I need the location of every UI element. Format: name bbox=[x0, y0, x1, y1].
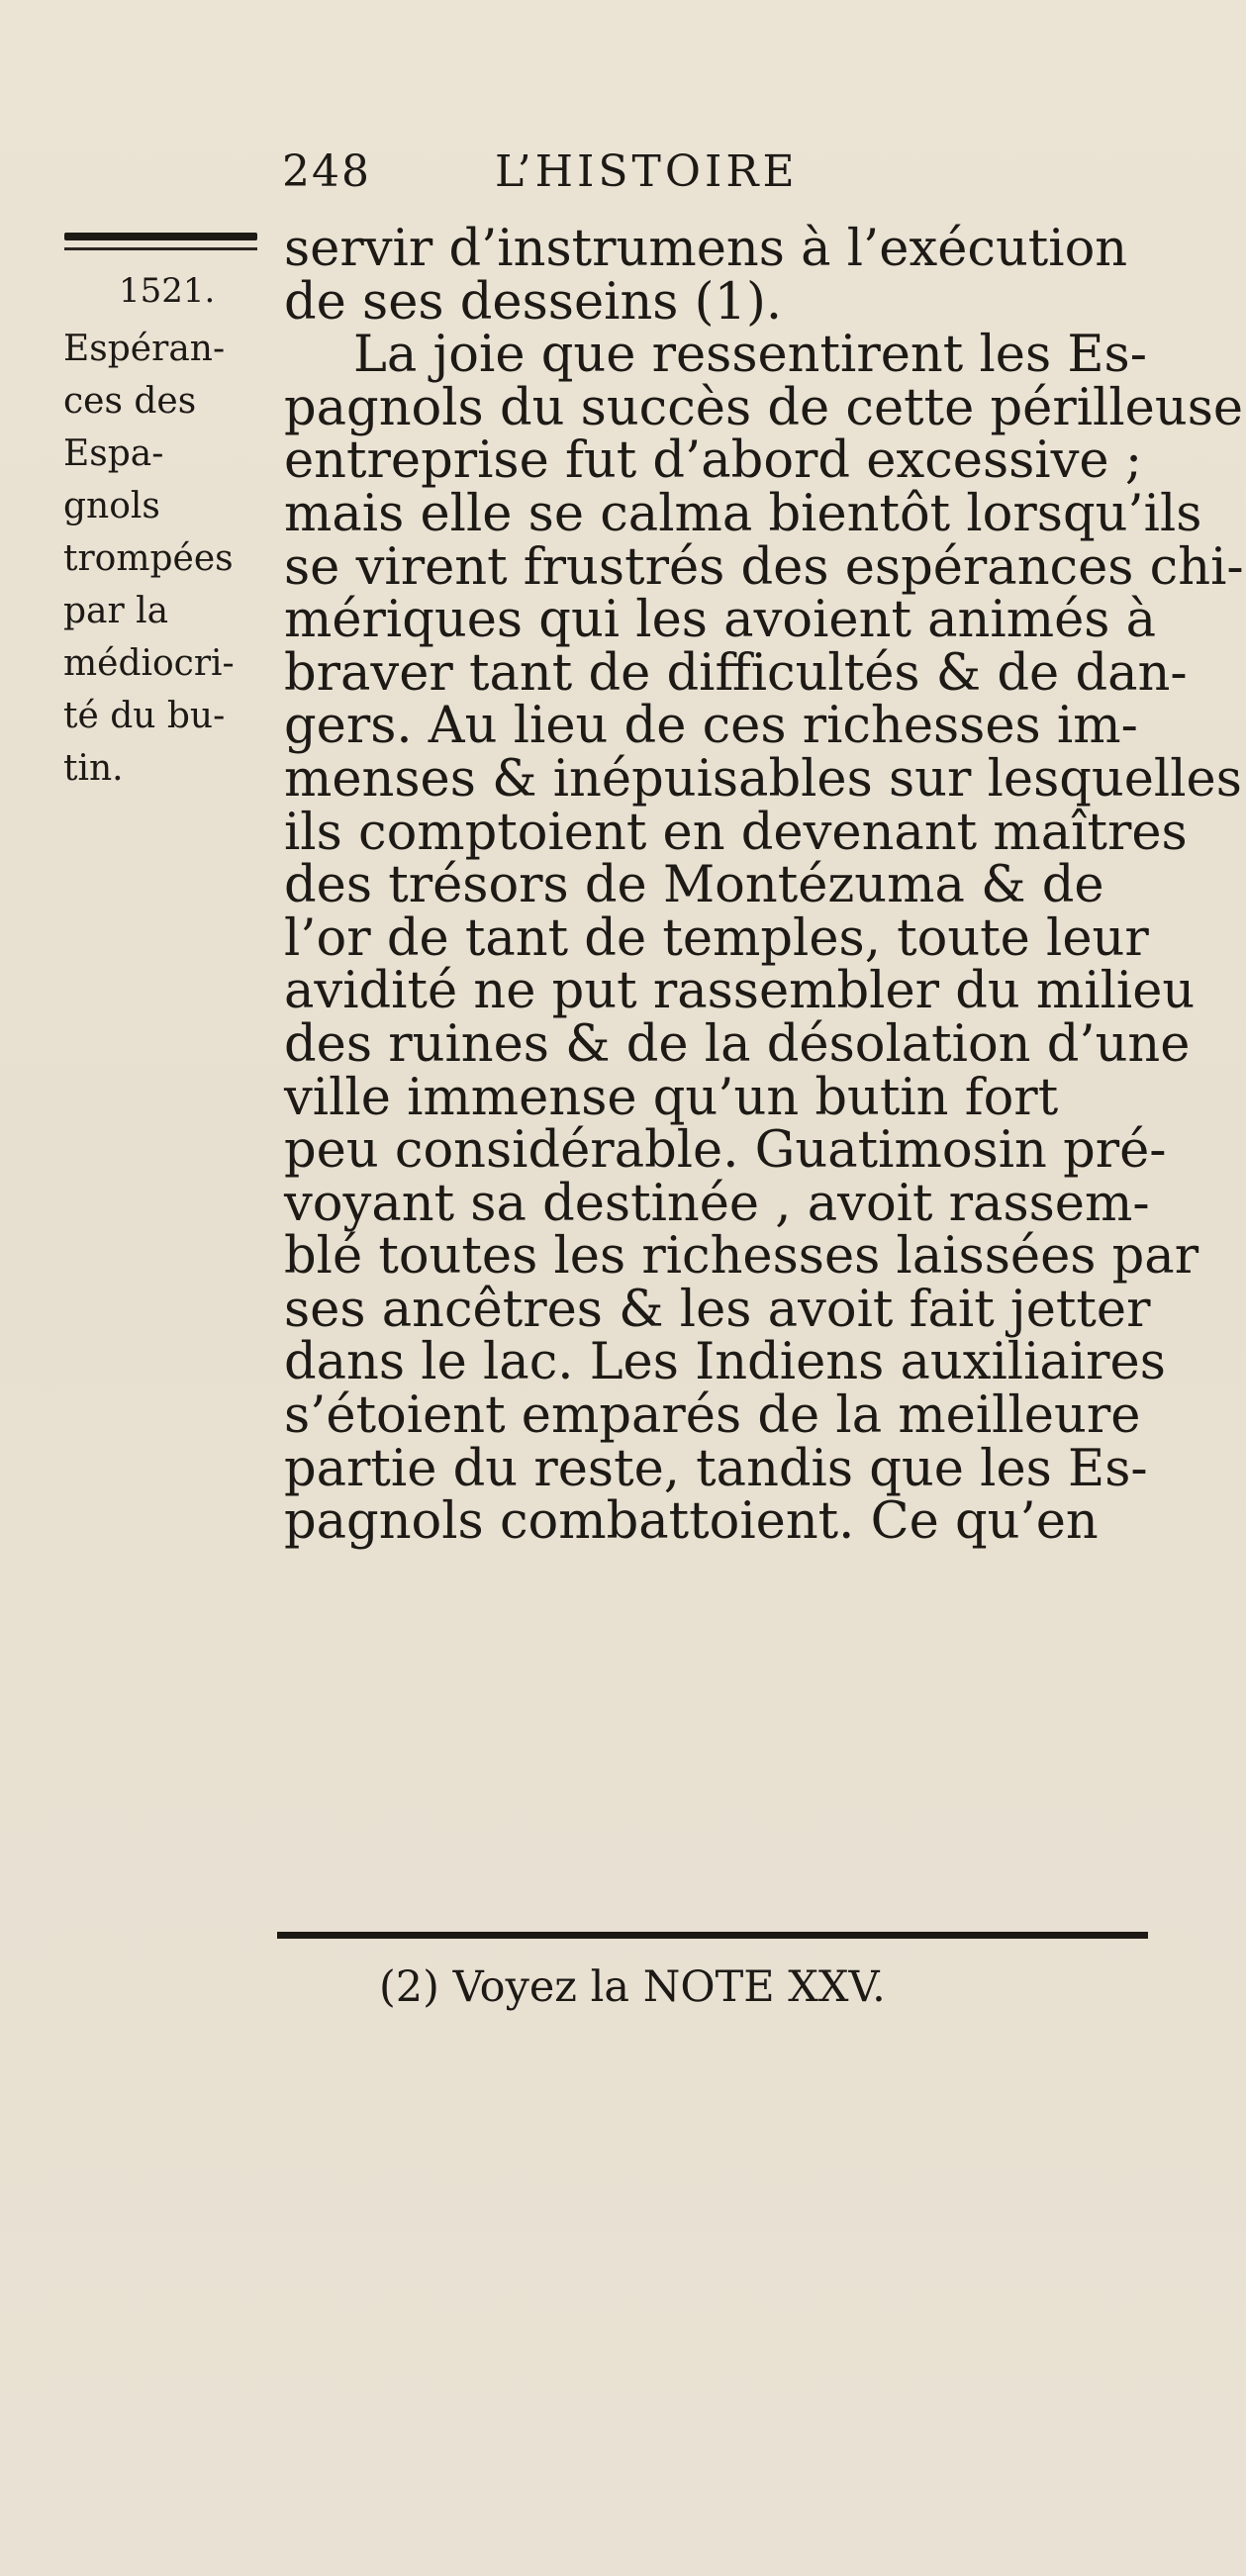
margin-note-line: Espa- bbox=[63, 433, 164, 474]
body-line: La joie que ressentirent les Es- bbox=[353, 326, 1147, 385]
body-line: menses & inépuisables sur lesquelles bbox=[284, 749, 1242, 809]
footnote: (2) Voyez la NOTE XXV. bbox=[379, 1962, 886, 2012]
page-header bbox=[282, 139, 925, 208]
body-line: l’or de tant de temples, toute leur bbox=[284, 908, 1149, 968]
body-line: braver tant de difficultés & de dan- bbox=[284, 643, 1188, 703]
body-line: des trésors de Montézuma & de bbox=[284, 856, 1104, 915]
body-line: gers. Au lieu de ces richesses im- bbox=[284, 697, 1138, 756]
margin-note-line: té du bu- bbox=[63, 696, 226, 736]
body-text bbox=[284, 220, 1244, 1552]
body-line: voyant sa destinée , avoit rassem- bbox=[284, 1174, 1150, 1233]
body-line: peu considérable. Guatimosin pré- bbox=[284, 1121, 1167, 1181]
margin-note-line: médiocri- bbox=[63, 643, 235, 684]
margin-note bbox=[63, 323, 281, 795]
page-number: 248 bbox=[282, 146, 371, 197]
margin-year: 1521. bbox=[119, 271, 216, 311]
body-line: avidité ne put rassembler du milieu bbox=[284, 962, 1196, 1021]
body-line: s’étoient emparés de la meilleure bbox=[284, 1386, 1141, 1446]
margin-note-line: trompées bbox=[63, 538, 234, 579]
body-line: servir d’instrumens à l’exécution bbox=[284, 220, 1128, 278]
body-line: pagnols combattoient. Ce qu’en bbox=[284, 1492, 1099, 1552]
body-line: des ruines & de la désolation d’une bbox=[284, 1014, 1191, 1074]
body-line: dans le lac. Les Indiens auxiliaires bbox=[284, 1333, 1166, 1392]
body-line: pagnols du succès de cette périlleuse bbox=[284, 378, 1244, 437]
footnote-rule bbox=[277, 1932, 1148, 1939]
body-line: entreprise fut d’abord excessive ; bbox=[284, 431, 1142, 491]
margin-note-line: ces des bbox=[63, 381, 197, 422]
margin-note-line: gnols bbox=[63, 486, 160, 526]
body-line: se virent frustrés des espérances chi- bbox=[284, 537, 1244, 597]
body-line: ses ancêtres & les avoit fait jetter bbox=[284, 1280, 1151, 1339]
margin-rule bbox=[64, 233, 257, 240]
body-line: mais elle se calma bientôt lorsqu’ils bbox=[284, 484, 1202, 543]
margin-note-line: tin. bbox=[63, 748, 124, 789]
margin-note-line: par la bbox=[63, 591, 169, 631]
margin-note-line: Espéran- bbox=[63, 329, 226, 369]
running-title: L’HISTOIRE bbox=[495, 146, 799, 197]
body-line: de ses desseins (1). bbox=[284, 272, 783, 332]
body-line: ville immense qu’un butin fort bbox=[284, 1068, 1059, 1127]
body-line: mériques qui les avoient animés à bbox=[284, 591, 1157, 650]
margin-rule-thin bbox=[64, 247, 257, 250]
body-line: blé toutes les richesses laissées par bbox=[284, 1227, 1199, 1287]
body-line: ils comptoient en devenant maîtres bbox=[284, 803, 1188, 862]
body-line: partie du reste, tandis que les Es- bbox=[284, 1439, 1148, 1498]
